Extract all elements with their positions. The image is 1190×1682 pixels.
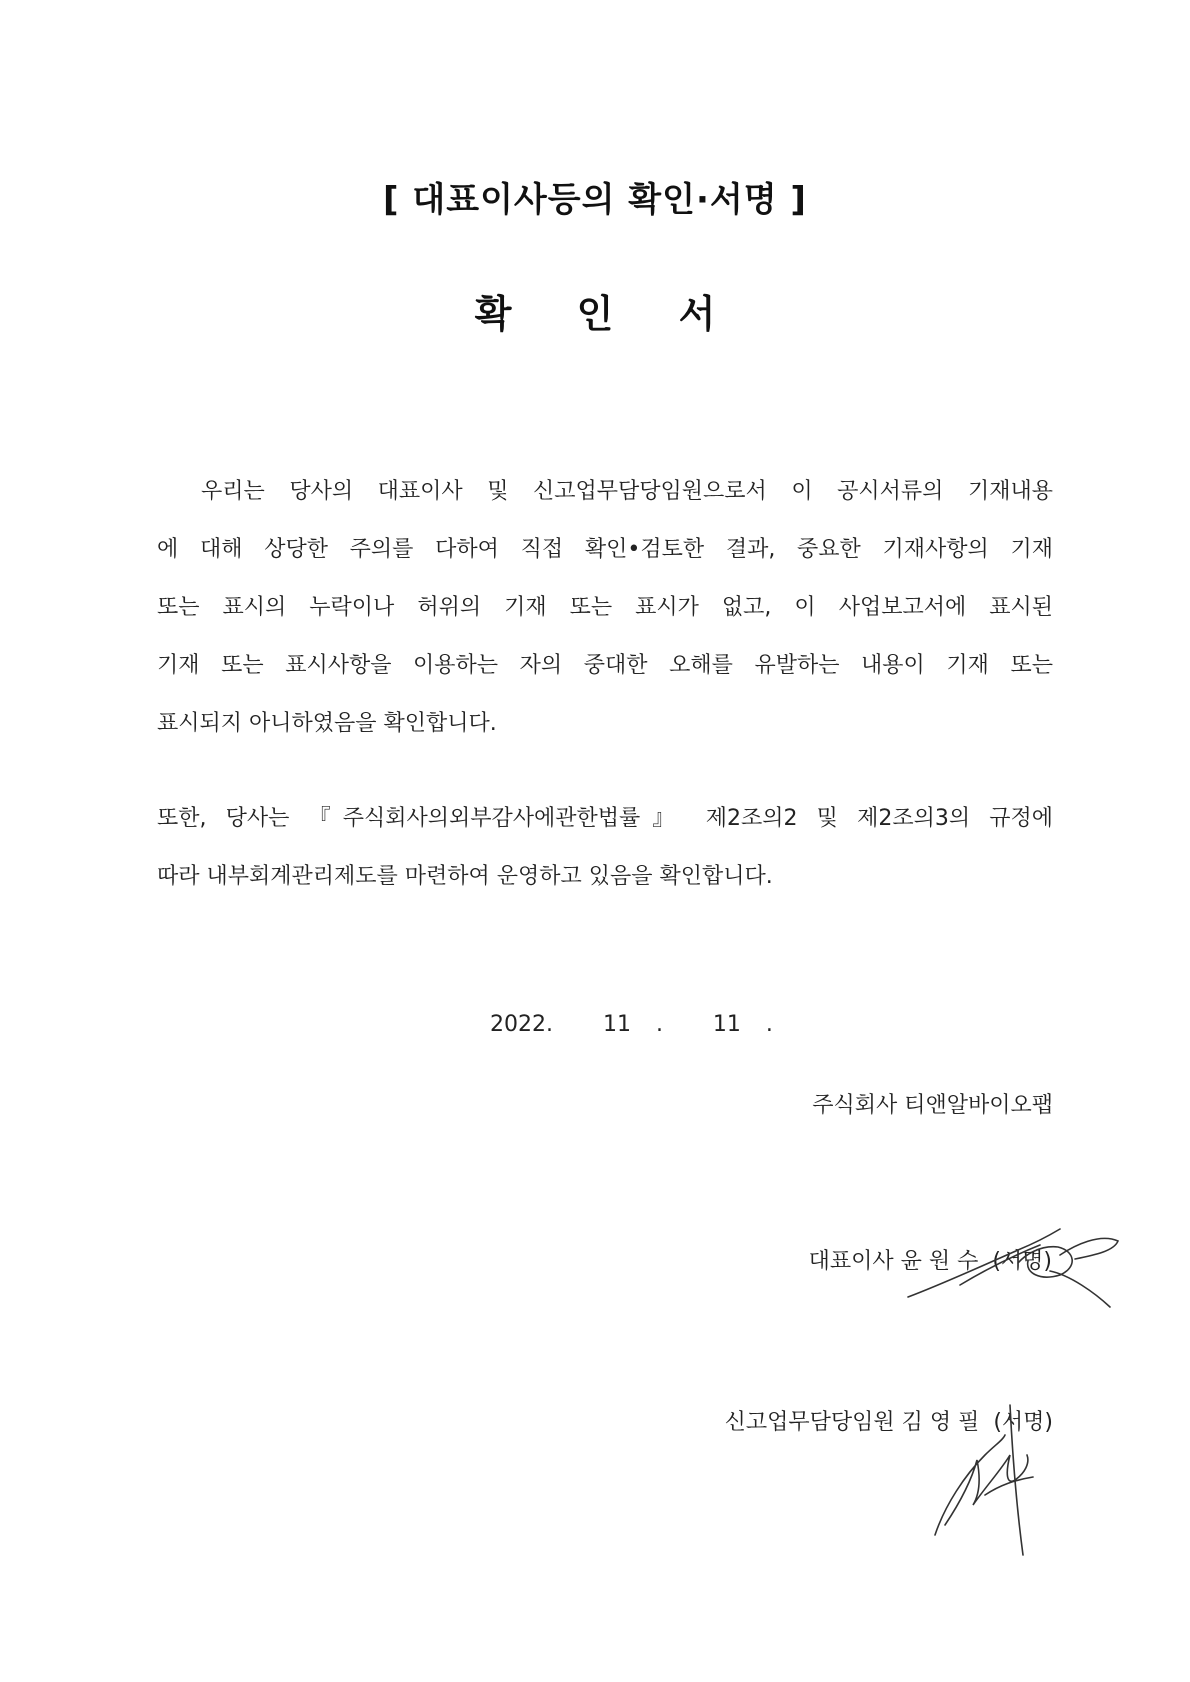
paragraph-confirmation — [157, 463, 1053, 753]
signer-ceo-sign-label: (서명) — [992, 1249, 1052, 1274]
signer-ceo-name: 대표이사 윤 원 수 — [808, 1249, 979, 1274]
paragraph-line: 또한, 당사는 『주식회사의외부감사에관한법률』 제2조의2 및 제2조의3의 규정에 — [157, 806, 1053, 831]
company-name: 주식회사 티앤알바이오팹 — [812, 1093, 1053, 1118]
signer-officer-sign-label: (서명) — [993, 1410, 1053, 1435]
signer-officer-name: 신고업무담당임원 김 영 필 — [724, 1410, 980, 1435]
paragraph-line: 우리는 당사의 대표이사 및 신고업무담당임원으로서 이 공시서류의 기재내용 — [201, 479, 1053, 504]
paragraph-internal-control — [157, 790, 1053, 906]
paragraph-line: 표시되지 아니하였음을 확인합니다. — [157, 711, 497, 736]
signer-officer — [725, 1405, 1053, 1436]
paragraph-line: 또는 표시의 누락이나 허위의 기재 또는 표시가 없고, 이 사업보고서에 표시된 — [157, 595, 1053, 620]
document-subtitle: 확 인 서 — [474, 292, 742, 336]
paragraph-line: 에 대해 상당한 주의를 다하여 직접 확인•검토한 결과, 중요한 기재사항의 기재 — [157, 537, 1053, 562]
paragraph-line: 따라 내부회계관리제도를 마련하여 운영하고 있음을 확인합니다. — [157, 864, 773, 889]
document-title: [ 대표이사등의 확인·서명 ] — [383, 180, 807, 220]
signer-ceo — [809, 1244, 1052, 1275]
paragraph-line: 기재 또는 표시사항을 이용하는 자의 중대한 오해를 유발하는 내용이 기재 또는 — [157, 653, 1053, 678]
document-date: 2022. 11 . 11 . — [490, 1012, 773, 1037]
